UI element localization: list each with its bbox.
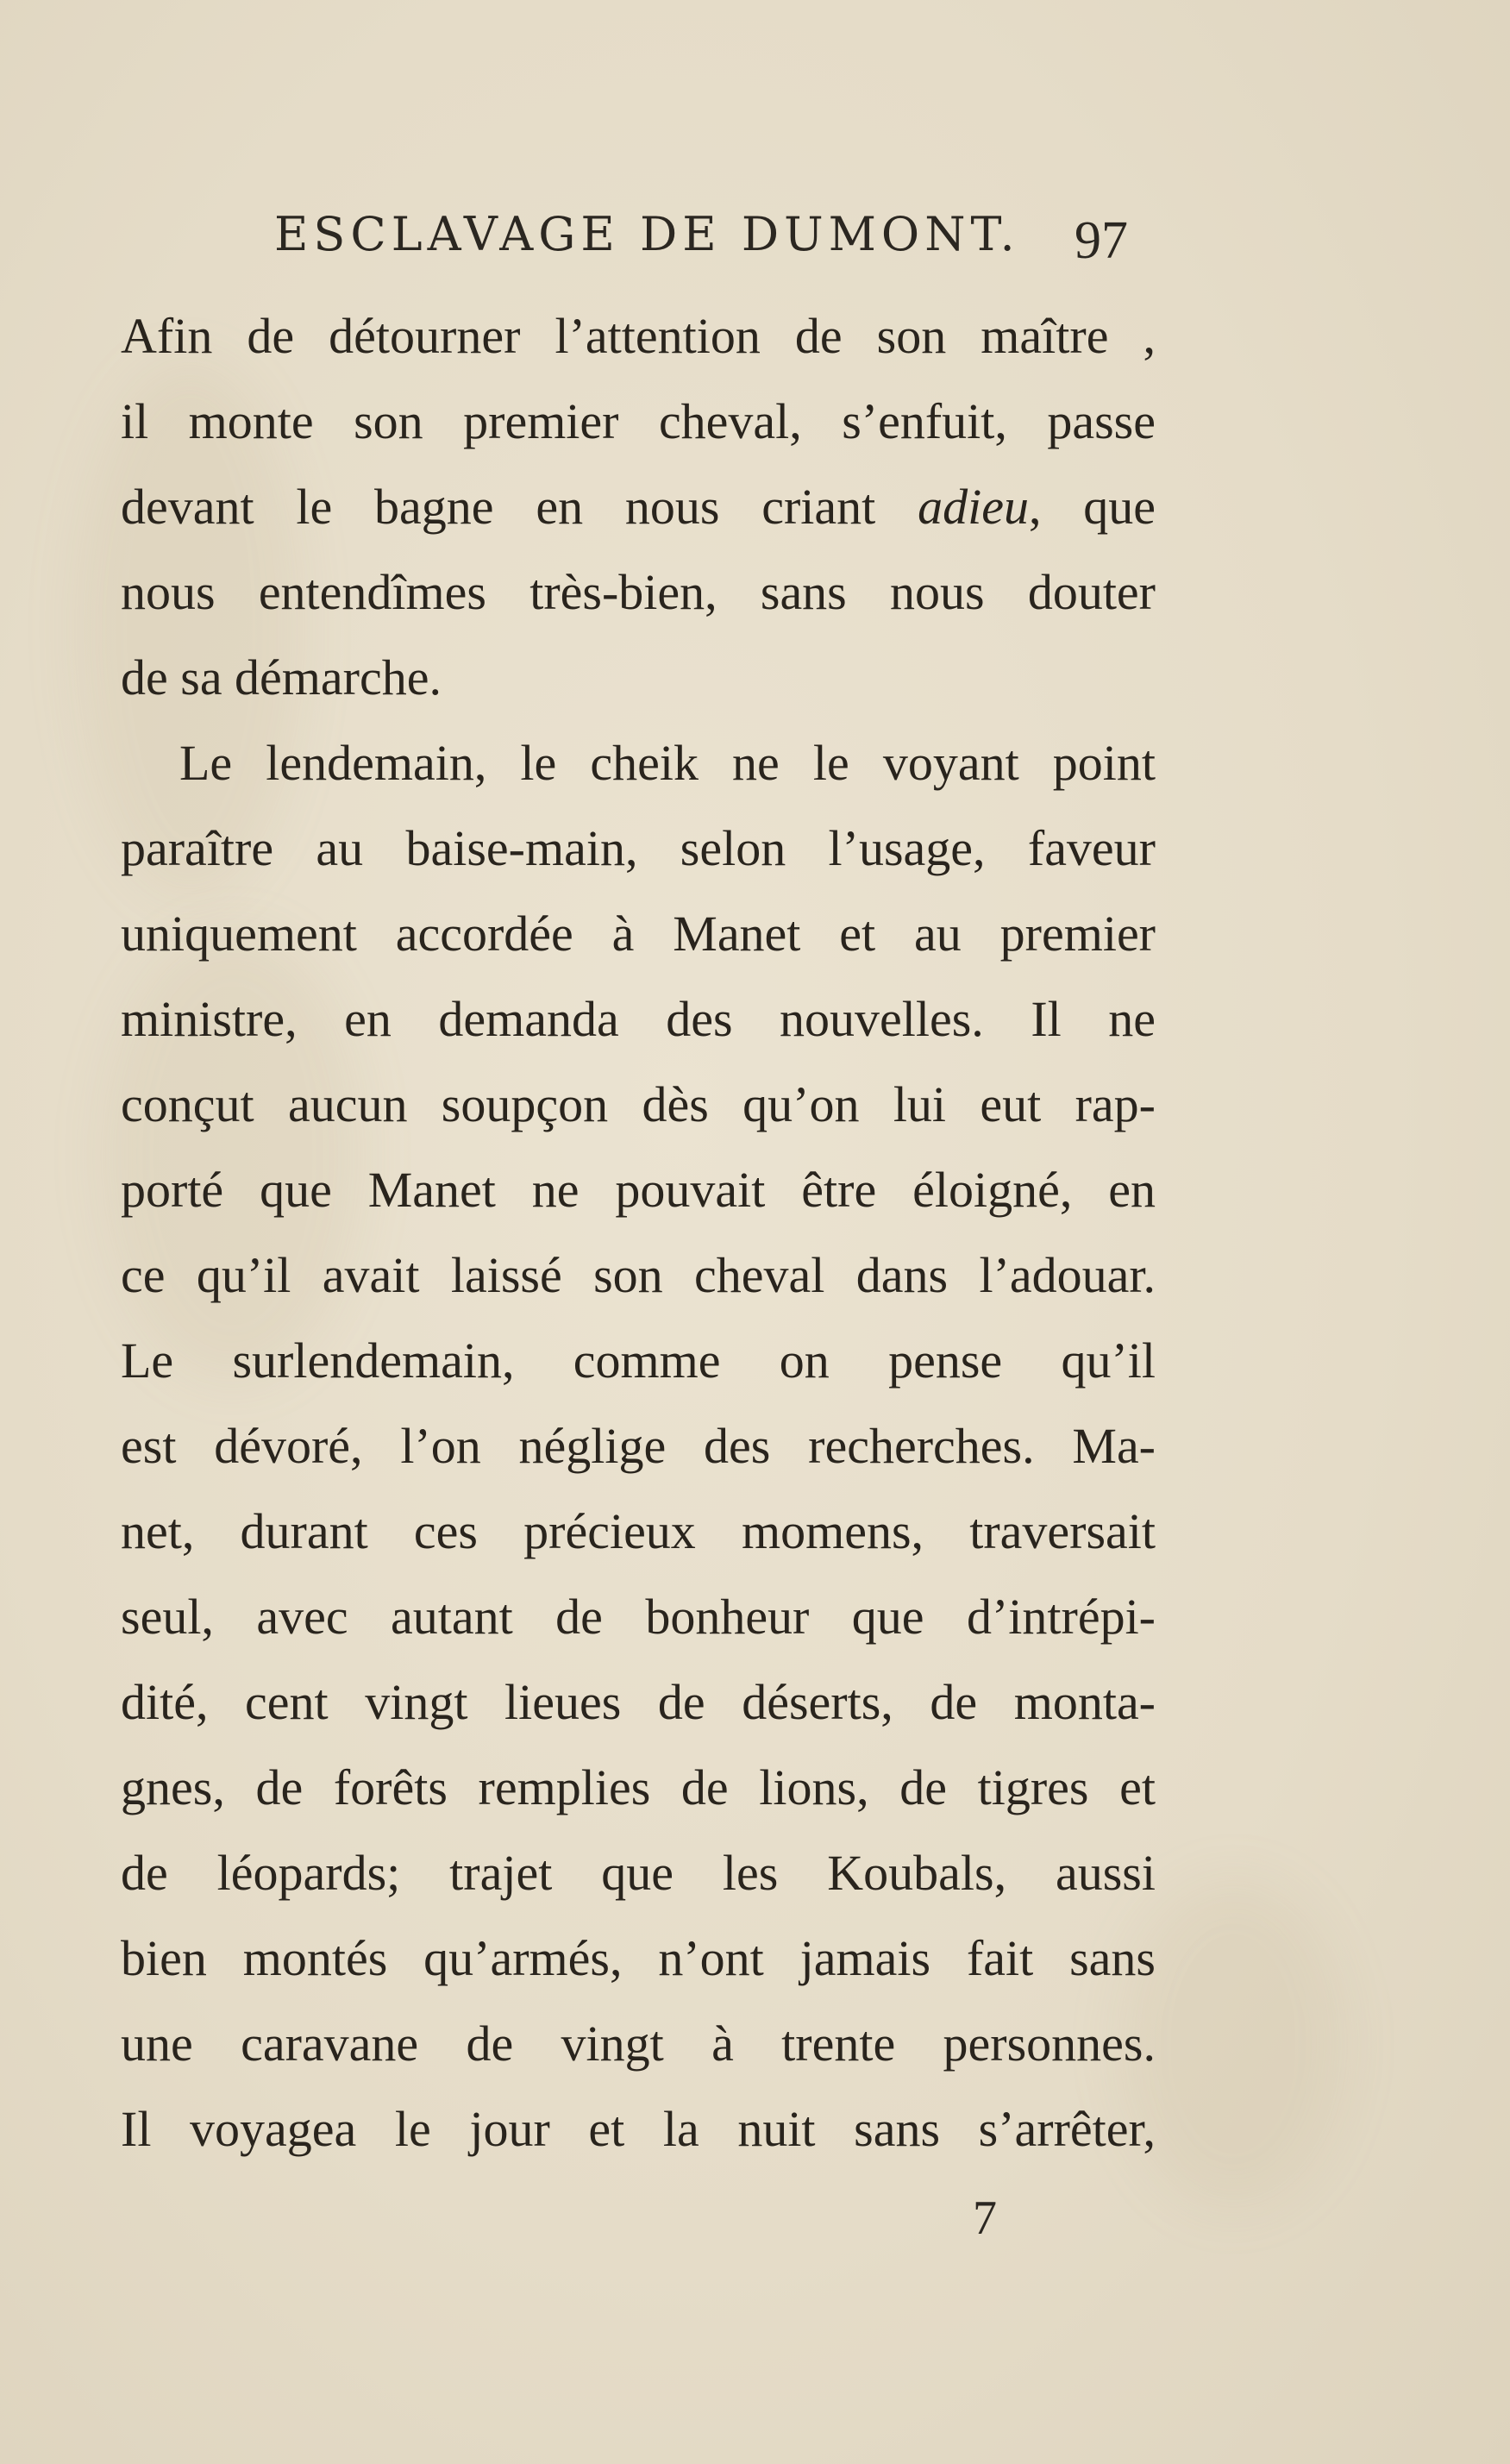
text-line <box>121 2001 1156 2086</box>
line-text: devant le bagne en nous criant <box>121 479 918 535</box>
line-text: Afin de détourner l’attention de son maître , <box>121 308 1156 364</box>
line-text: une caravane de vingt à trente personnes. <box>121 2016 1156 2072</box>
line-text: il monte son premier cheval, s’enfuit, passe <box>121 393 1156 449</box>
text-line <box>121 1915 1156 2001</box>
text-line <box>121 1403 1156 1489</box>
text-line <box>121 464 1156 549</box>
line-text: de sa démarche. <box>121 649 442 705</box>
text-line <box>121 891 1156 976</box>
text-line <box>121 720 1156 806</box>
line-text: , que <box>1028 479 1156 535</box>
line-text: uniquement accordée à Manet et au premier <box>121 906 1156 962</box>
line-text: nous entendîmes très-bien, sans nous douter <box>121 564 1156 620</box>
italic-word: adieu <box>918 479 1029 535</box>
line-text: Il voyagea le jour et la nuit sans s’arrêter, <box>121 2101 1156 2157</box>
text-line <box>121 549 1156 635</box>
text-line <box>121 1147 1156 1232</box>
line-text: porté que Manet ne pouvait être éloigné, en <box>121 1162 1156 1218</box>
text-line <box>121 1574 1156 1659</box>
line-text: dité, cent vingt lieues de déserts, de monta- <box>121 1674 1156 1730</box>
text-line <box>121 1232 1156 1318</box>
text-line <box>121 293 1156 379</box>
line-text: ce qu’il avait laissé son cheval dans l’adouar. <box>121 1247 1156 1303</box>
line-text: est dévoré, l’on néglige des recherches. Ma- <box>121 1418 1156 1474</box>
text-line <box>121 635 1156 720</box>
line-text: paraître au baise-main, selon l’usage, faveur <box>121 820 1156 876</box>
text-line <box>121 1318 1156 1403</box>
text-line <box>121 2086 1156 2172</box>
text-line <box>121 1745 1156 1830</box>
body-text <box>121 293 1156 2172</box>
text-line <box>121 976 1156 1062</box>
line-text: net, durant ces précieux momens, traversait <box>121 1503 1156 1559</box>
signature-mark: 7 <box>973 2191 997 2245</box>
line-text: de léopards; trajet que les Koubals, aussi <box>121 1845 1156 1901</box>
line-text: gnes, de forêts remplies de lions, de tigres et <box>121 1759 1156 1815</box>
running-head-title: ESCLAVAGE DE DUMONT. <box>274 207 1020 261</box>
text-line <box>121 806 1156 891</box>
text-line <box>121 1062 1156 1147</box>
line-text: seul, avec autant de bonheur que d’intrépi- <box>121 1589 1156 1645</box>
line-text: Le lendemain, le cheik ne le voyant point <box>179 735 1156 791</box>
line-text: Le surlendemain, comme on pense qu’il <box>121 1332 1156 1389</box>
page-number: 97 <box>1075 211 1128 270</box>
line-text: ministre, en demanda des nouvelles. Il ne <box>121 991 1156 1047</box>
text-line <box>121 379 1156 464</box>
line-text: bien montés qu’armés, n’ont jamais fait sans <box>121 1930 1156 1986</box>
line-text: conçut aucun soupçon dès qu’on lui eut rap- <box>121 1076 1156 1132</box>
text-line <box>121 1659 1156 1745</box>
text-line <box>121 1830 1156 1915</box>
text-line <box>121 1489 1156 1574</box>
